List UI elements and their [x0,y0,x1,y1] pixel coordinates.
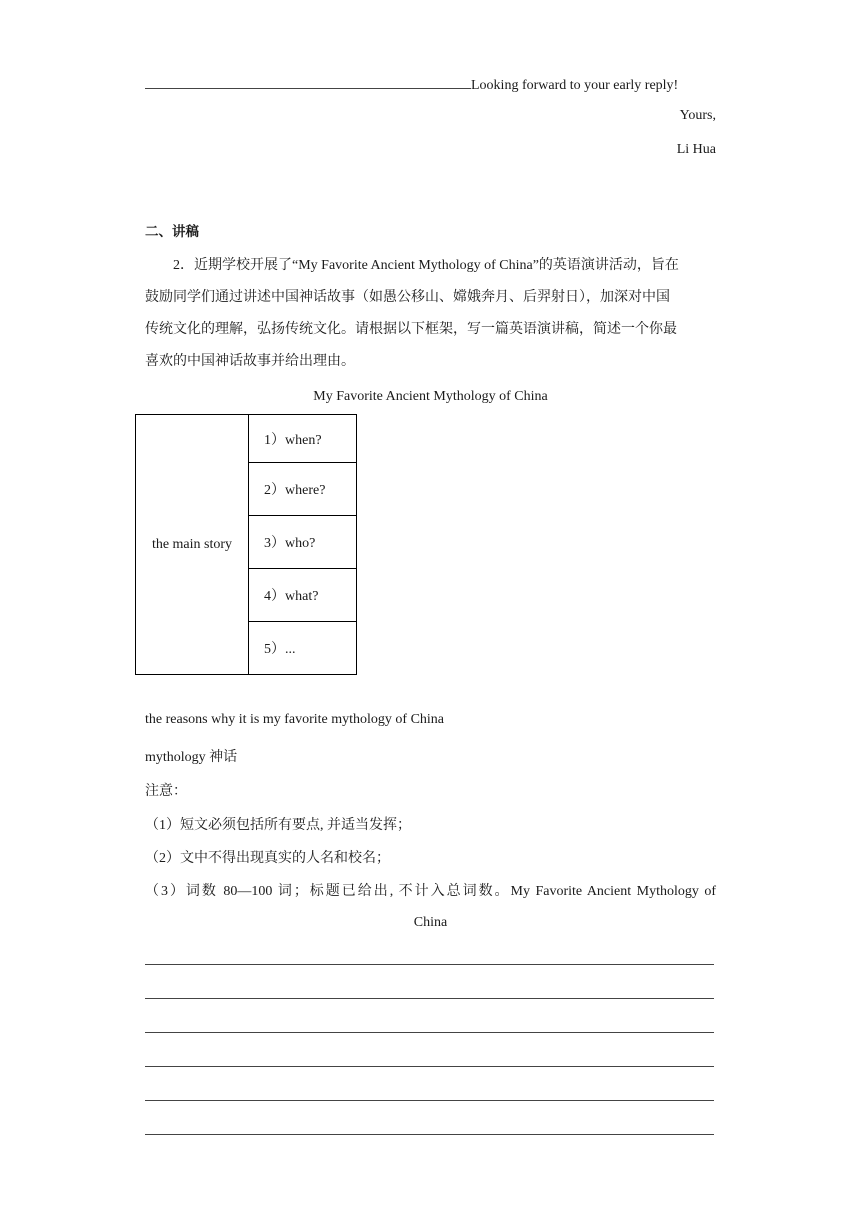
signature: Li Hua [676,142,716,157]
prompt-line-2: 鼓励同学们通过讲述中国神话故事（如愚公移山、嫦娥奔月、后羿射日），加深对中国 [145,290,670,305]
prompt-line-4: 喜欢的中国神话故事并给出理由。 [145,354,355,369]
writing-line[interactable] [145,998,714,999]
note-item: （2）文中不得出现真实的人名和校名； [145,851,390,866]
vocab-note: mythology 神话 [145,750,238,765]
note-item: （1）短文必须包括所有要点, 并适当发挥； [145,818,411,833]
reasons-text: the reasons why it is my favorite mythology of China [145,712,445,727]
framework-item: 1）when? [249,415,357,463]
essay-title-continuation: China [413,915,448,930]
framework-item: 5）... [249,622,357,675]
main-story-cell: the main story [136,415,249,675]
writing-line[interactable] [145,1032,714,1033]
framework-item: 4）what? [249,569,357,622]
writing-line[interactable] [145,1100,714,1101]
reply-text: Looking forward to your early reply! [471,78,679,93]
writing-line[interactable] [145,964,714,965]
question-prompt [145,250,716,378]
framework-title: My Favorite Ancient Mythology of China [313,389,548,404]
prompt-line-3: 传统文化的理解，弘扬传统文化。请根据以下框架，写一篇英语演讲稿，简述一个你最 [145,322,677,337]
writing-line[interactable] [145,1134,714,1135]
prompt-line-1: 2．近期学校开展了“My Favorite Ancient Mythology of China”的英语演讲活动，旨在 [173,258,679,273]
note-item: （3）词数 80—100 词；标题已给出, 不计入总词数。My Favorite Ancient Mythology of [145,884,716,899]
notes-heading: 注意： [145,784,187,799]
sign-off: Yours, [679,108,716,123]
writing-line[interactable] [145,1066,714,1067]
framework-item: 3）who? [249,516,357,569]
section-title: 二、讲稿 [145,224,199,240]
letter-closing-line [145,74,678,94]
answer-blank[interactable] [145,74,471,89]
framework-item: 2）where? [249,463,357,516]
question-number: 2． [173,258,194,273]
framework-table [135,414,357,675]
